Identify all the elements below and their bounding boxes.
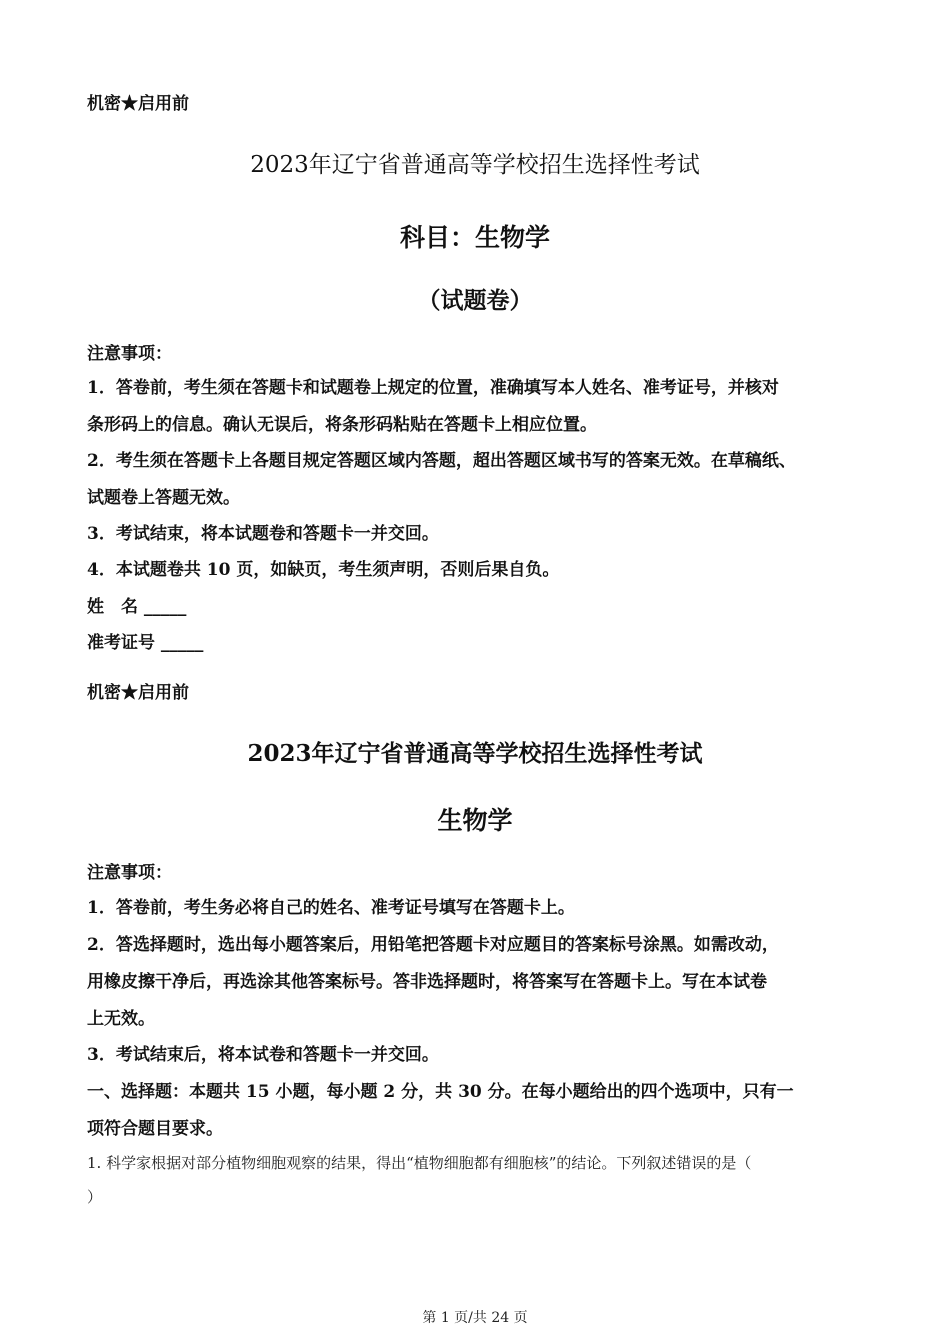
question-1: 1. 科学家根据对部分植物细胞观察的结果，得出“植物细胞都有细胞核”的结论。下列叙述错误的是（ — [87, 1154, 752, 1172]
page-footer: 第 1 页/共 24 页 — [422, 1310, 528, 1326]
notice-item-2: 2．考生须在答题卡上各题目规定答题区域内答题，超出答题区域书写的答案无效。在草稿纸、 — [87, 451, 796, 471]
question-1-cont: ） — [87, 1188, 103, 1206]
notice2-item-2-cont: 用橡皮擦干净后，再选涂其他答案标号。答非选择题时，将答案写在答题卡上。写在本试卷 — [87, 972, 767, 992]
confidential-label-2: 机密★启用前 — [87, 683, 189, 703]
notice-item-2-cont: 试题卷上答题无效。 — [87, 488, 240, 508]
exam-title-2: 2023年辽宁省普通高等学校招生选择性考试 — [247, 740, 703, 767]
notice-heading-2: 注意事项： — [87, 863, 172, 883]
name-field: 姓 名 _____ — [87, 597, 187, 617]
section-heading: 一、选择题：本题共 15 小题，每小题 2 分，共 30 分。在每小题给出的四个选项中，只有一 — [87, 1082, 794, 1102]
subject-title: 科目：生物学 — [399, 223, 550, 252]
confidential-label: 机密★启用前 — [87, 94, 189, 114]
notice-item-1: 1．答卷前，考生须在答题卡和试题卷上规定的位置，准确填写本人姓名、准考证号，并核对 — [87, 378, 779, 398]
notice-heading: 注意事项： — [87, 344, 172, 364]
notice-item-3: 3．考试结束，将本试题卷和答题卡一并交回。 — [87, 524, 439, 544]
notice2-item-1: 1．答卷前，考生务必将自己的姓名、准考证号填写在答题卡上。 — [87, 898, 575, 918]
notice2-item-2: 2．答选择题时，选出每小题答案后，用铅笔把答题卡对应题目的答案标号涂黑。如需改动， — [87, 935, 779, 955]
paper-type: （试题卷） — [417, 287, 533, 314]
exam-title: 2023年辽宁省普通高等学校招生选择性考试 — [250, 152, 700, 178]
notice2-item-3: 3．考试结束后，将本试卷和答题卡一并交回。 — [87, 1045, 439, 1065]
section-heading-cont: 项符合题目要求。 — [87, 1119, 223, 1139]
notice2-item-2-cont2: 上无效。 — [87, 1009, 155, 1029]
subject-title-2: 生物学 — [437, 806, 513, 835]
notice-item-4: 4．本试题卷共 10 页，如缺页，考生须声明，否则后果自负。 — [87, 560, 560, 580]
exam-id-field: 准考证号 _____ — [87, 633, 204, 653]
notice-item-1-cont: 条形码上的信息。确认无误后，将条形码粘贴在答题卡上相应位置。 — [87, 415, 597, 435]
